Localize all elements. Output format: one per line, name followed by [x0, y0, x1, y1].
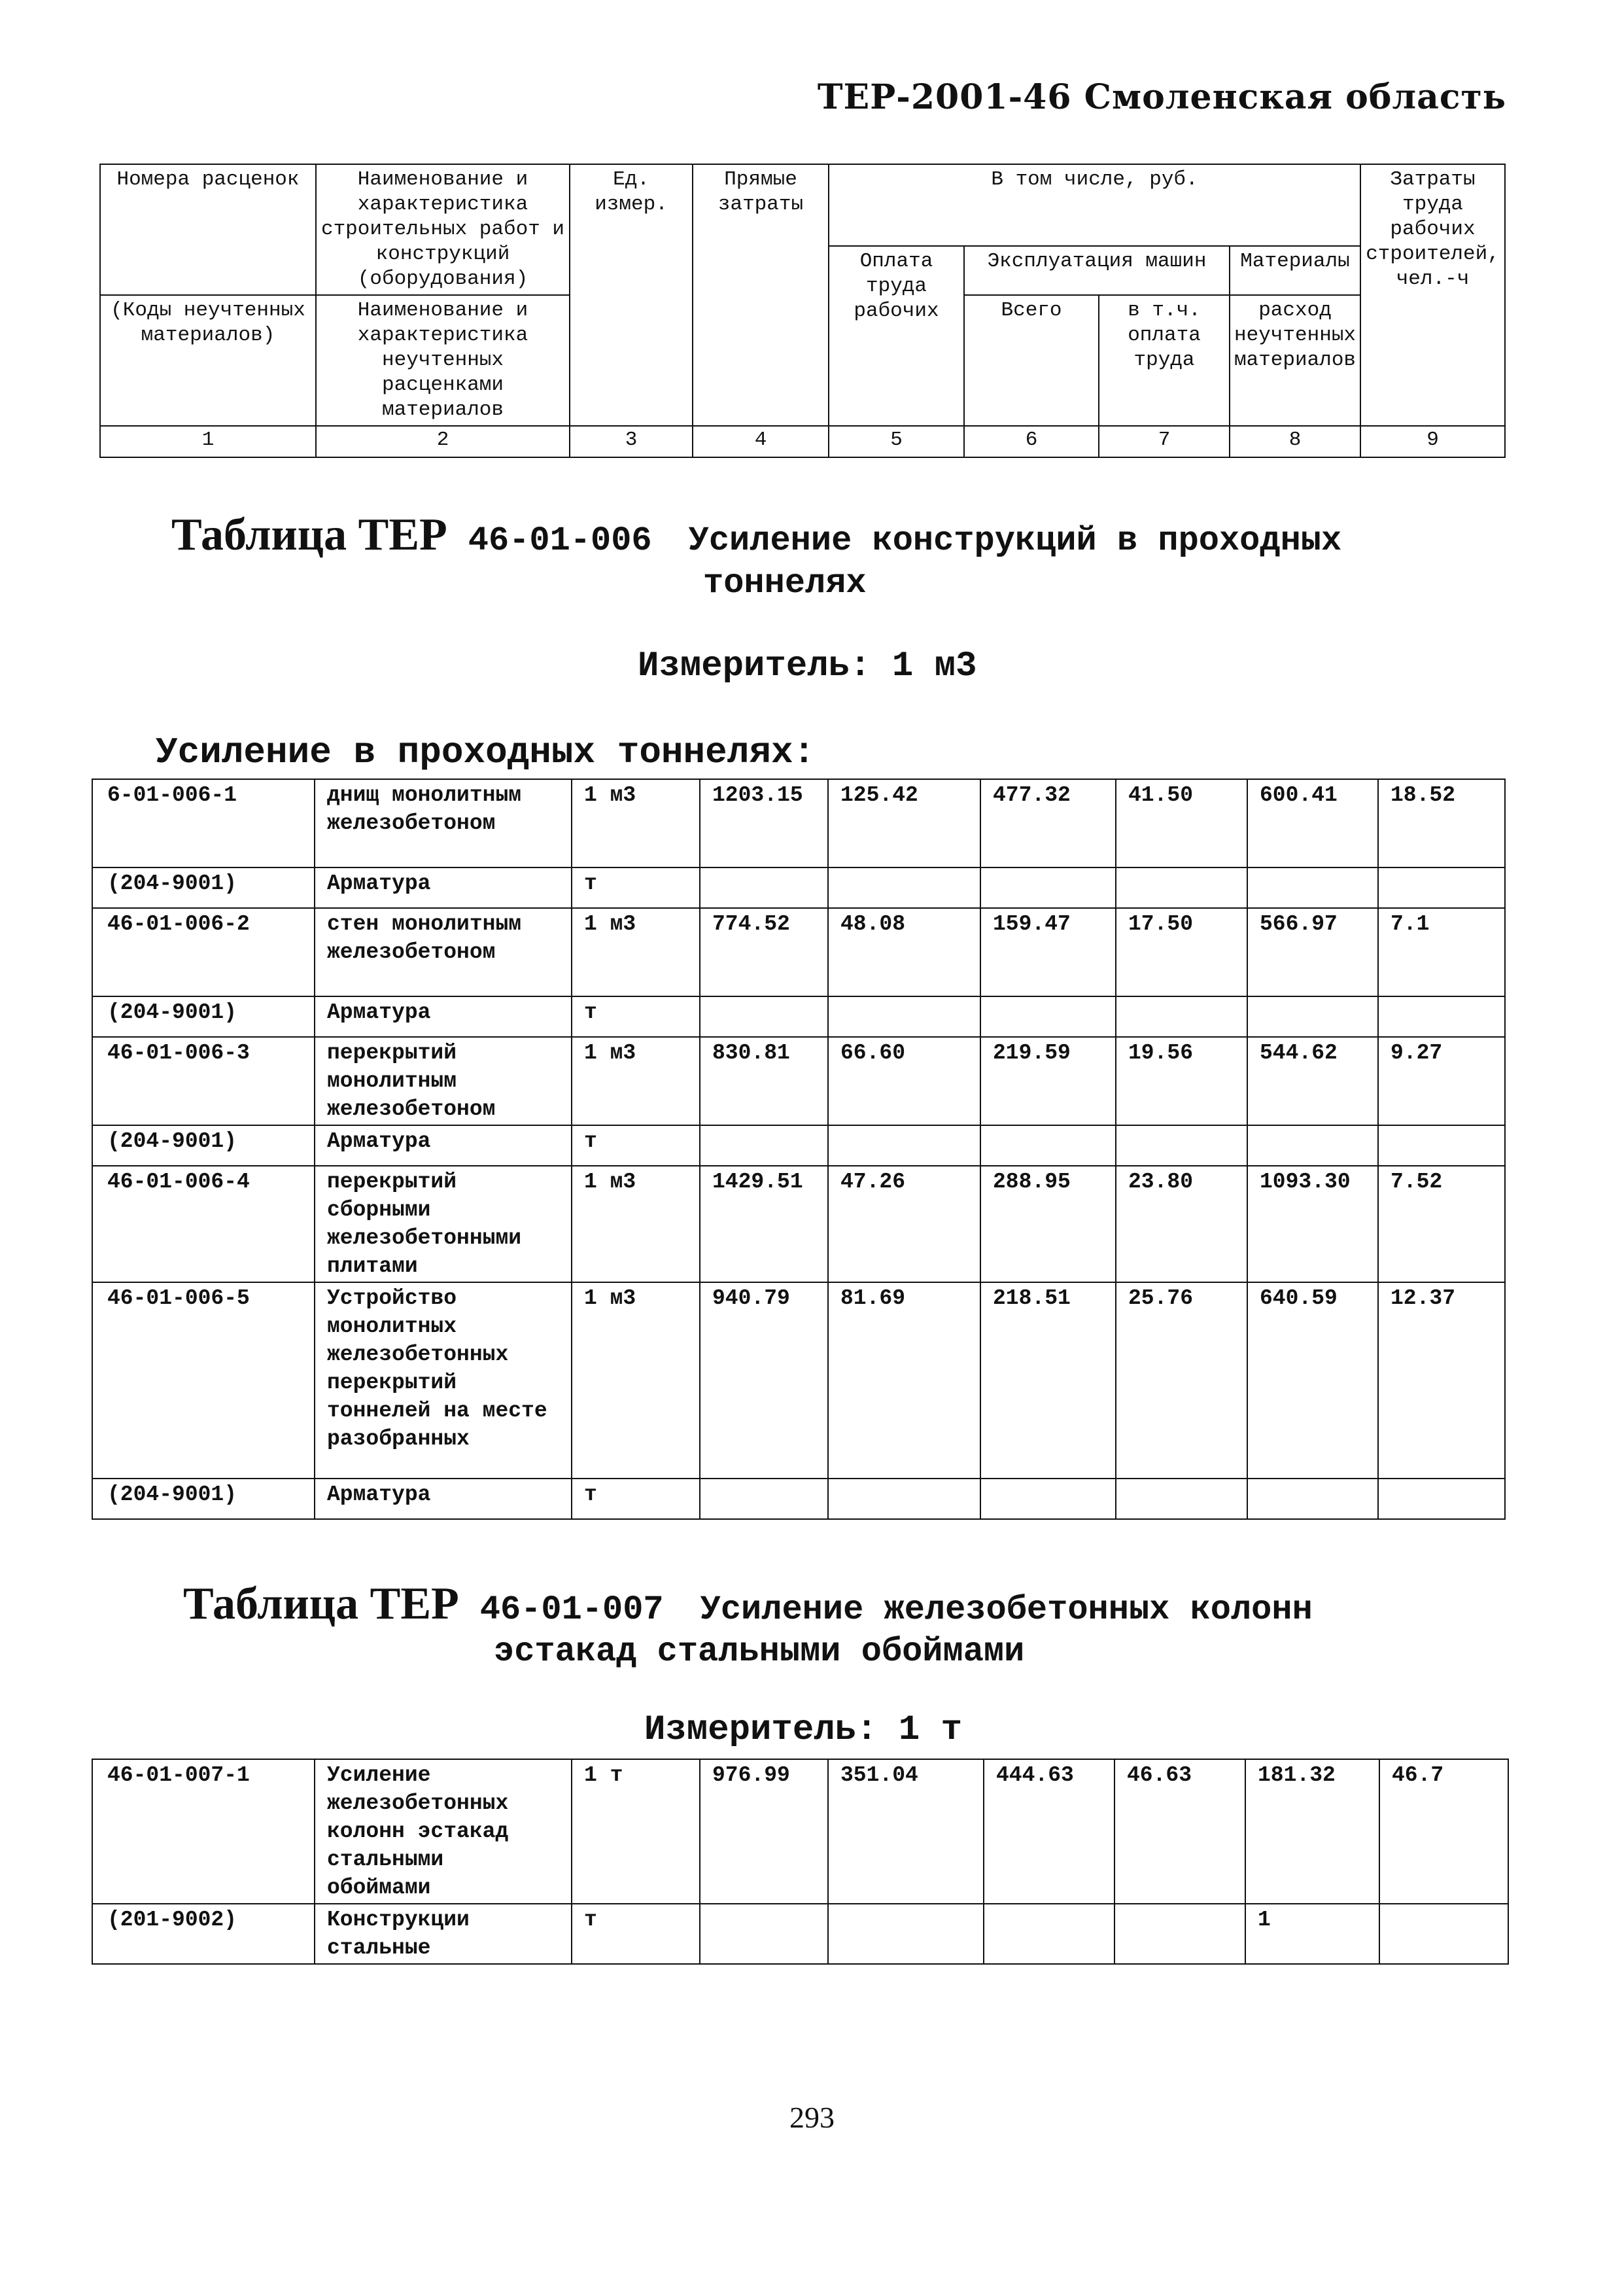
col-number: 1 [100, 426, 316, 457]
table-cell: Арматура [315, 867, 572, 908]
header-col2-bottom: Наименование и характеристика неучтенных расценками материалов [357, 299, 528, 421]
table1-title-prefix: Таблица ТЕР [171, 510, 447, 560]
table-cell: 1 [1245, 1904, 1379, 1964]
table-cell: 41.50 [1116, 779, 1247, 867]
table1-title [171, 509, 1341, 561]
table-cell: 159.47 [980, 908, 1116, 996]
table-row [92, 779, 1505, 867]
table-cell [1114, 1904, 1245, 1964]
header-col9: Затраты труда рабочих строителей, чел.-ч [1366, 168, 1500, 290]
table-cell: перекрытий монолитным железобетоном [315, 1037, 572, 1125]
table-cell: стен монолитным железобетоном [315, 908, 572, 996]
table-cell [980, 1125, 1116, 1166]
table-cell: Арматура [315, 1479, 572, 1519]
table-cell [828, 1479, 980, 1519]
table2-title-prefix: Таблица ТЕР [183, 1579, 459, 1629]
table-cell: 1429.51 [700, 1166, 828, 1282]
table1-section: Усиление в проходных тоннелях: [156, 731, 816, 773]
header-col2-top: Наименование и характеристика строительных работ и конструкций (оборудования) [320, 168, 565, 290]
table-cell [980, 867, 1116, 908]
table-cell: 6-01-006-1 [92, 779, 315, 867]
table2-title-text-2: эстакад стальными обоймами [494, 1632, 1025, 1671]
table-cell: 640.59 [1247, 1282, 1378, 1479]
column-header-table [99, 164, 1506, 458]
table-cell: 125.42 [828, 779, 980, 867]
table-cell [1378, 1479, 1505, 1519]
table-cell: 1093.30 [1247, 1166, 1378, 1282]
table-cell [700, 1479, 828, 1519]
table-cell: (204-9001) [92, 1479, 315, 1519]
col-number: 8 [1230, 426, 1360, 457]
table-row [92, 867, 1505, 908]
table-cell: Конструкции стальные [315, 1904, 572, 1964]
table-cell: 477.32 [980, 779, 1116, 867]
table-row [92, 1282, 1505, 1479]
table2-measure: Измеритель: 1 т [644, 1710, 963, 1750]
table-row [92, 1166, 1505, 1282]
page-number: 293 [789, 2101, 835, 2134]
table-cell: 17.50 [1116, 908, 1247, 996]
table2-code: 46-01-007 [479, 1590, 664, 1629]
col-number: 3 [570, 426, 693, 457]
table-cell: 600.41 [1247, 779, 1378, 867]
header-machines-label: Эксплуатация машин [987, 250, 1207, 273]
table-cell: 46-01-006-4 [92, 1166, 315, 1282]
table-cell: 1 м3 [572, 908, 700, 996]
table-cell: 976.99 [700, 1759, 828, 1904]
table-cell: т [572, 996, 700, 1037]
table-cell: 46-01-006-5 [92, 1282, 315, 1479]
table-cell: 23.80 [1116, 1166, 1247, 1282]
table-cell: т [572, 1904, 700, 1964]
table-cell [1116, 996, 1247, 1037]
table-cell: 1 т [572, 1759, 700, 1904]
table-cell: 1 м3 [572, 1282, 700, 1479]
table-cell: 1 м3 [572, 1166, 700, 1282]
table-cell [700, 1904, 828, 1964]
table-cell: (201-9002) [92, 1904, 315, 1964]
table-row [92, 1904, 1508, 1964]
table-cell: 46.7 [1379, 1759, 1508, 1904]
table-cell [984, 1904, 1114, 1964]
table-cell: (204-9001) [92, 867, 315, 908]
table-cell: Усиление железобетонных колонн эстакад стальными обоймами [315, 1759, 572, 1904]
table-cell: 7.52 [1378, 1166, 1505, 1282]
table-cell: 25.76 [1116, 1282, 1247, 1479]
table-cell [1116, 1125, 1247, 1166]
table-cell [1378, 867, 1505, 908]
table-cell [1378, 996, 1505, 1037]
table-cell: перекрытий сборными железобетонными плитами [315, 1166, 572, 1282]
table-cell: 830.81 [700, 1037, 828, 1125]
table-cell [1247, 1125, 1378, 1166]
table-cell: 66.60 [828, 1037, 980, 1125]
table-row [92, 1125, 1505, 1166]
table1-title-text-1: Усиление конструкций в проходных [688, 521, 1342, 560]
table-cell [1116, 867, 1247, 908]
table-cell: 46.63 [1114, 1759, 1245, 1904]
header-col1-bottom: (Коды неучтенных материалов) [111, 299, 305, 347]
table-cell: 1 м3 [572, 779, 700, 867]
table-row [92, 908, 1505, 996]
table-cell: 47.26 [828, 1166, 980, 1282]
table-cell: Арматура [315, 1125, 572, 1166]
table-cell: 7.1 [1378, 908, 1505, 996]
table-row [92, 1037, 1505, 1125]
table-cell: 940.79 [700, 1282, 828, 1479]
table-cell [828, 1125, 980, 1166]
table-cell: 12.37 [1378, 1282, 1505, 1479]
table-cell [980, 996, 1116, 1037]
table-row [92, 1759, 1508, 1904]
header-col5: Оплата труда рабочих [854, 250, 939, 323]
table-cell: 46-01-006-3 [92, 1037, 315, 1125]
table-cell: 46-01-007-1 [92, 1759, 315, 1904]
table2-title [183, 1578, 1313, 1630]
col-number: 7 [1099, 426, 1230, 457]
table-cell: 774.52 [700, 908, 828, 996]
header-machines-all: Всего [1001, 299, 1062, 322]
table-cell: 48.08 [828, 908, 980, 996]
table-cell: т [572, 1125, 700, 1166]
table-cell [828, 867, 980, 908]
table1 [92, 779, 1506, 1520]
page-header: ТЕР-2001-46 Смоленская область [817, 77, 1506, 117]
col-number: 9 [1360, 426, 1505, 457]
table1-measure: Измеритель: 1 м3 [638, 646, 977, 686]
col-number: 4 [693, 426, 829, 457]
table-cell [828, 996, 980, 1037]
table-cell [1378, 1125, 1505, 1166]
table-cell [1247, 867, 1378, 908]
table-cell: 46-01-006-2 [92, 908, 315, 996]
table-row [92, 1479, 1505, 1519]
table1-code: 46-01-006 [468, 521, 652, 560]
table-cell [700, 1125, 828, 1166]
table2 [92, 1759, 1509, 1965]
table-cell: 19.56 [1116, 1037, 1247, 1125]
table-cell [980, 1479, 1116, 1519]
table-row [92, 996, 1505, 1037]
table-cell [1379, 1904, 1508, 1964]
table-cell: 218.51 [980, 1282, 1116, 1479]
table-cell: Арматура [315, 996, 572, 1037]
table-cell: Устройство монолитных железобетонных перекрытий тоннелей на месте разобранных [315, 1282, 572, 1479]
table-cell: т [572, 867, 700, 908]
table-cell [1247, 1479, 1378, 1519]
table-cell: т [572, 1479, 700, 1519]
col-number: 6 [964, 426, 1099, 457]
col-number: 2 [316, 426, 570, 457]
header-col1-top: Номера расценок [116, 168, 300, 191]
table-cell: 81.69 [828, 1282, 980, 1479]
table2-title-text-1: Усиление железобетонных колонн [700, 1590, 1313, 1629]
table-cell: 288.95 [980, 1166, 1116, 1282]
table1-title-text-2: тоннелях [703, 564, 867, 603]
header-col8-top: Материалы [1240, 250, 1350, 273]
table1-title-line2 [703, 564, 867, 603]
col-number: 5 [829, 426, 964, 457]
table-cell: 219.59 [980, 1037, 1116, 1125]
table-cell [828, 1904, 984, 1964]
header-col8-bottom: расход неучтенных материалов [1234, 299, 1356, 372]
header-group-label: В том числе, руб. [991, 168, 1198, 191]
table-cell: 18.52 [1378, 779, 1505, 867]
table-cell: 181.32 [1245, 1759, 1379, 1904]
table-cell: 566.97 [1247, 908, 1378, 996]
table-cell: 1203.15 [700, 779, 828, 867]
table-cell: 444.63 [984, 1759, 1114, 1904]
table-cell [1116, 1479, 1247, 1519]
table-cell: 1 м3 [572, 1037, 700, 1125]
table-cell: (204-9001) [92, 996, 315, 1037]
table-cell [700, 867, 828, 908]
table-cell: 544.62 [1247, 1037, 1378, 1125]
table-cell: (204-9001) [92, 1125, 315, 1166]
table2-title-line2 [494, 1632, 1024, 1671]
table-cell: днищ монолитным железобетоном [315, 779, 572, 867]
table-cell: 351.04 [828, 1759, 984, 1904]
table-cell [1247, 996, 1378, 1037]
header-machines-labor: в т.ч. оплата труда [1128, 299, 1201, 372]
header-col3: Ед. измер. [595, 168, 668, 216]
table-cell [700, 996, 828, 1037]
table-cell: 9.27 [1378, 1037, 1505, 1125]
header-col4: Прямые затраты [717, 168, 804, 216]
